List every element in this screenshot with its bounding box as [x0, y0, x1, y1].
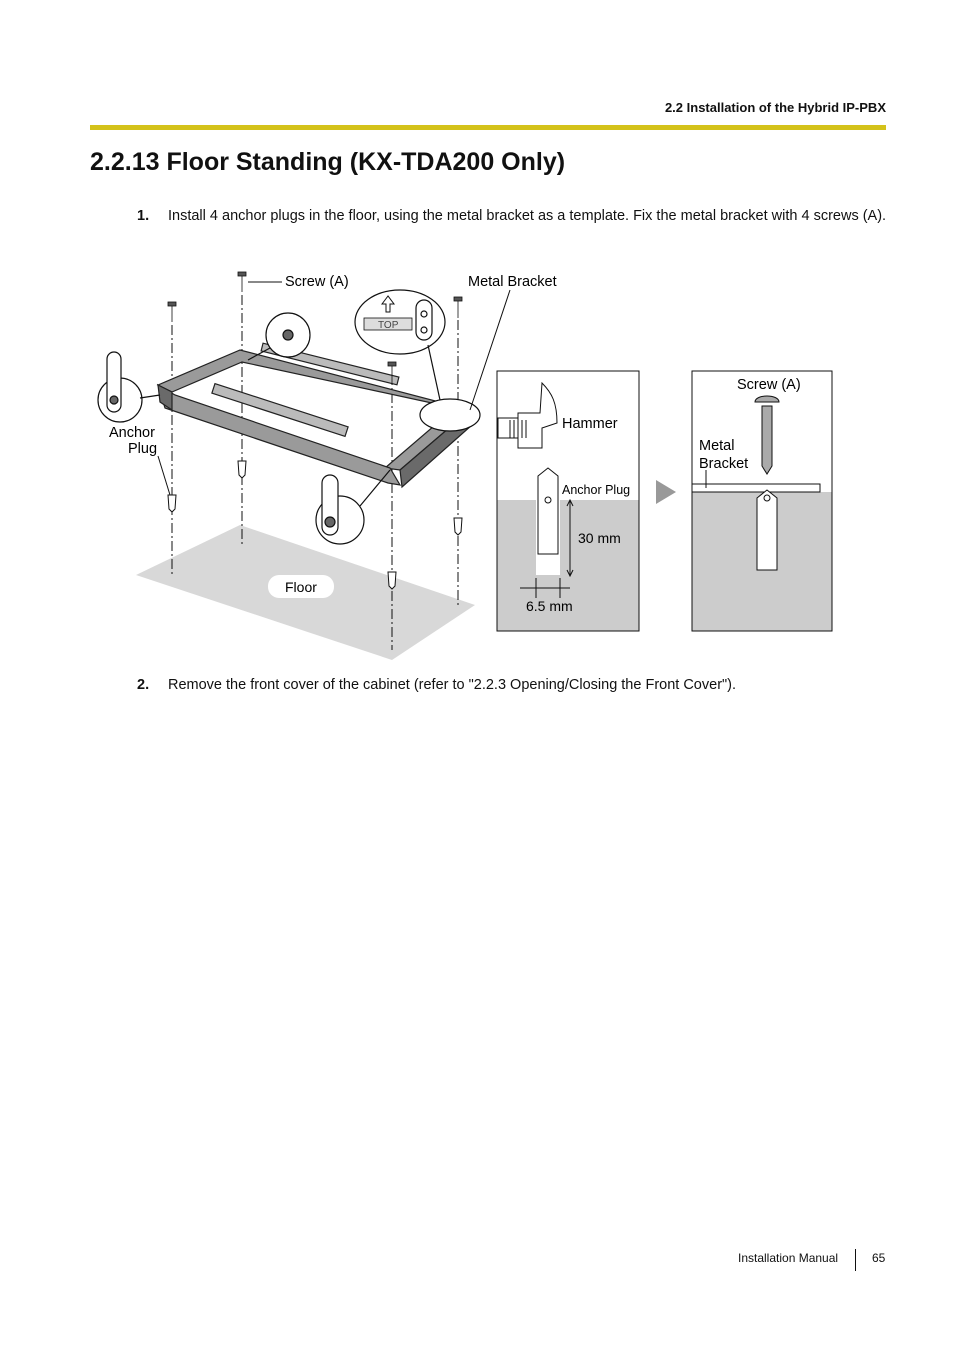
- anchor-plug-icon: [538, 468, 558, 554]
- anchor-leader: [158, 456, 170, 495]
- anchor-plug-icon: [757, 490, 777, 570]
- anchor-label: Anchor: [109, 425, 155, 441]
- step-number: 2.: [137, 677, 150, 693]
- running-header: 2.2 Installation of the Hybrid IP-PBX: [664, 100, 886, 115]
- depth-label: 30 mm: [578, 530, 621, 546]
- floor-label: Floor: [285, 579, 317, 595]
- screw-a-label-2: Screw (A): [737, 377, 801, 393]
- top-label: TOP: [378, 320, 399, 331]
- metal-label: Metal: [699, 438, 735, 454]
- hammer-panel: [497, 371, 639, 631]
- step-text: Remove the front cover of the cabinet (refer to "2.2.3 Opening/Closing the Front Cover").: [168, 677, 737, 693]
- metal-bracket-label: Metal Bracket: [468, 274, 557, 290]
- anchor-plug-label: Anchor Plug: [562, 483, 631, 497]
- hammer-label: Hammer: [562, 416, 618, 432]
- plug-label: Plug: [128, 441, 158, 457]
- step-text: Install 4 anchor plugs in the floor, using the metal bracket as a template. Fix the metal bracket with 4 screws (A).: [168, 208, 887, 224]
- footer-label: Installation Manual: [738, 1251, 839, 1265]
- page-number: 65: [872, 1251, 886, 1265]
- footer-divider: [855, 1249, 856, 1271]
- bracket-label: Bracket: [699, 456, 749, 472]
- screw-panel: [692, 371, 832, 631]
- step-number: 1.: [137, 208, 150, 224]
- next-arrow-icon: [656, 480, 676, 504]
- screw-a-label: Screw (A): [285, 274, 349, 290]
- section-title: 2.2.13 Floor Standing (KX-TDA200 Only): [90, 148, 566, 176]
- diameter-label: 6.5 mm: [526, 598, 573, 614]
